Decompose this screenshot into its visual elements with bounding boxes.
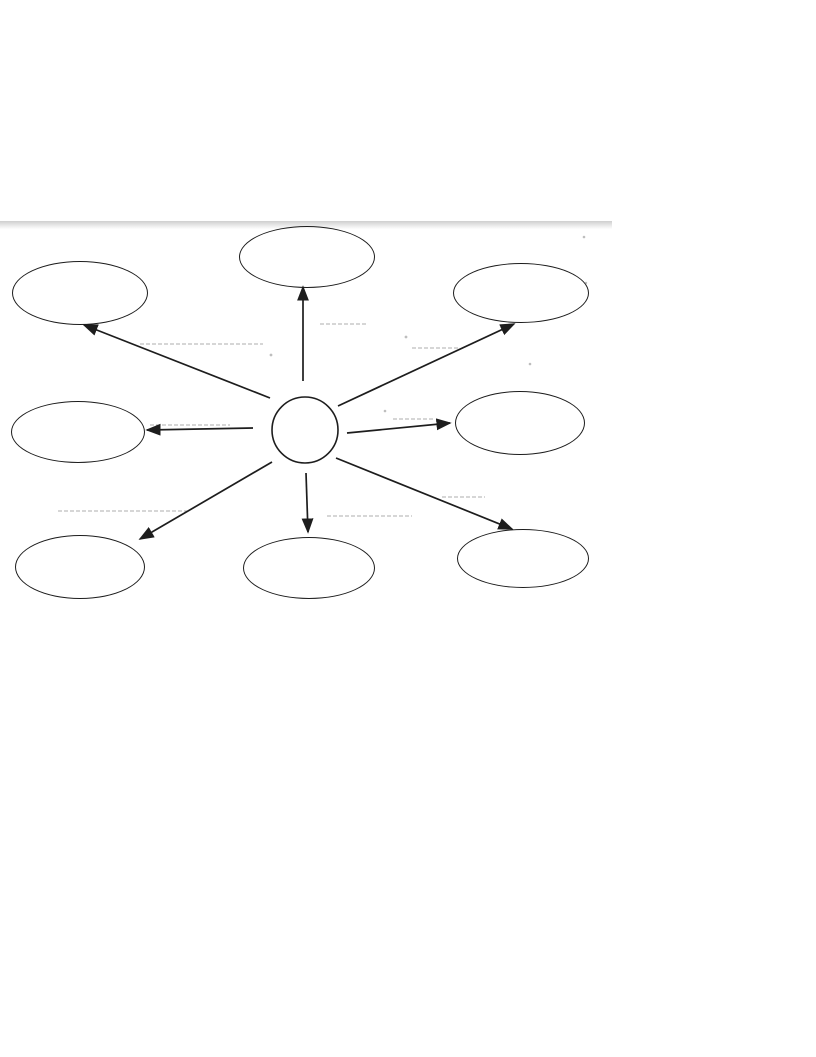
oval-bottom-right [457,529,589,588]
oval-top-right [453,263,589,323]
oval-middle-left [11,401,145,463]
oval-top-left [12,261,148,325]
sunburst-diagram [0,221,612,600]
oval-middle-right [455,391,585,455]
oval-bottom-left [15,535,145,599]
center-expression [272,397,338,463]
oval-top-center [239,226,375,288]
oval-bottom-center [243,537,375,599]
